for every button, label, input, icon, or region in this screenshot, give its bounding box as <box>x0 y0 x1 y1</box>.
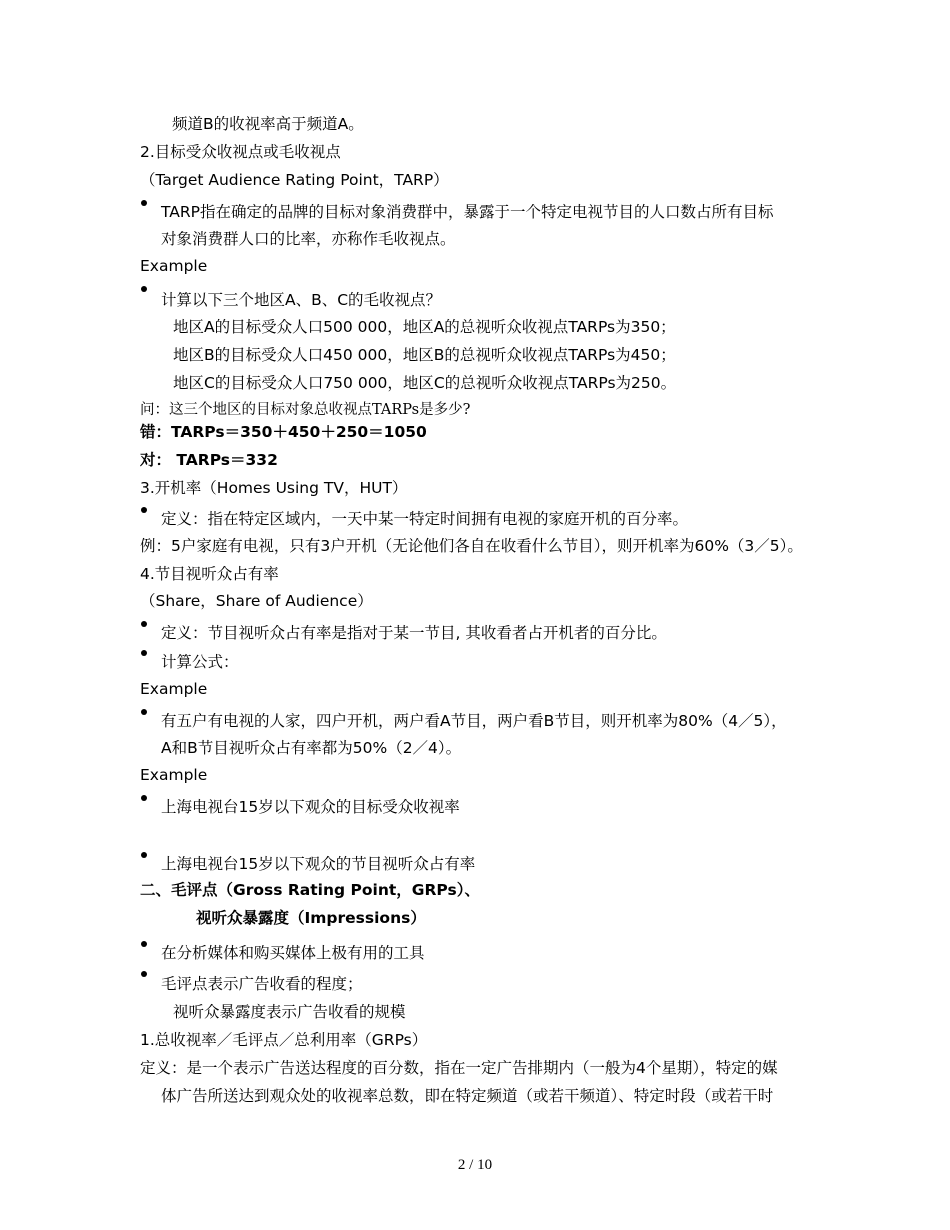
text-line: TARP指在确定的品牌的目标对象消费群中，暴露于一个特定电视节目的人口数占所有目标 <box>161 203 774 221</box>
section-heading: 1.总收视率／毛评点／总利用率（GRPs） <box>140 1031 428 1049</box>
example-label: Example <box>140 257 208 275</box>
bullet-icon <box>141 507 147 513</box>
text-line: 在分析媒体和购买媒体上极有用的工具 <box>161 944 425 962</box>
bullet-icon <box>141 941 147 947</box>
text-line: 对象消费群人口的比率，亦称作毛收视点。 <box>161 230 456 248</box>
text-line: （Share，Share of Audience） <box>140 592 373 610</box>
text-line: 体广告所送达到观众处的收视率总数，即在特定频道（或若干频道）、特定时段（或若干时 <box>161 1087 774 1105</box>
bullet-icon <box>141 971 147 977</box>
text-line: 地区B的目标受众人口450 000，地区B的总视听众收视点TARPs为450； <box>173 346 676 364</box>
chapter-heading: 视听众暴露度（Impressions） <box>196 909 426 927</box>
text-line: 上海电视台15岁以下观众的目标受众收视率 <box>161 798 460 816</box>
bullet-icon <box>141 286 147 292</box>
text-line: 计算公式： <box>161 653 239 671</box>
wrong-answer: 错：TARPs＝350＋450＋250＝1050 <box>140 423 427 441</box>
bullet-icon <box>141 621 147 627</box>
bullet-icon <box>141 200 147 206</box>
section-heading: 4.节目视听众占有率 <box>140 565 279 583</box>
text-line: （Target Audience Rating Point，TARP） <box>140 171 449 189</box>
text-line: 视听众暴露度表示广告收看的规模 <box>173 1003 406 1021</box>
section-heading: 2.目标受众收视点或毛收视点 <box>140 143 341 161</box>
text-line: 定义：节目视听众占有率是指对于某一节目, 其收看者占开机者的百分比。 <box>161 624 667 642</box>
text-line: 上海电视台15岁以下观众的节目视听众占有率 <box>161 855 476 873</box>
text-line: 定义：指在特定区域内，一天中某一特定时间拥有电视的家庭开机的百分率。 <box>161 510 689 528</box>
text-line: 频道B的收视率高于频道A。 <box>172 115 364 133</box>
text-line: 定义：是一个表示广告送达程度的百分数，指在一定广告排期内（一般为4个星期），特定的媒 <box>140 1059 778 1077</box>
section-heading: 3.开机率（Homes Using TV，HUT） <box>140 479 408 497</box>
chapter-heading: 二、毛评点（Gross Rating Point，GRPs）、 <box>140 881 480 899</box>
example-label: Example <box>140 766 208 784</box>
text-line: 例：5户家庭有电视，只有3户开机（无论他们各自在收看什么节目），则开机率为60%（3／5）。 <box>140 537 803 555</box>
text-line: 计算以下三个地区A、B、C的毛收视点？ <box>161 291 442 309</box>
text-line: 地区C的目标受众人口750 000，地区C的总视听众收视点TARPs为250。 <box>173 374 677 392</box>
example-label: Example <box>140 680 208 698</box>
text-line: 有五户有电视的人家，四户开机，两户看A节目，两户看B节目，则开机率为80%（4／5）， <box>161 712 787 730</box>
page-number: 2 / 10 <box>457 1157 493 1173</box>
correct-answer: 对： TARPs＝332 <box>140 451 278 469</box>
question-line: 问：这三个地区的目标对象总收视点TARPs是多少? <box>140 402 471 418</box>
text-line: A和B节目视听众占有率都为50%（2／4）。 <box>161 739 462 757</box>
bullet-icon <box>141 709 147 715</box>
bullet-icon <box>141 852 147 858</box>
text-line: 地区A的目标受众人口500 000，地区A的总视听众收视点TARPs为350； <box>173 318 676 336</box>
text-line: 毛评点表示广告收看的程度； <box>161 975 363 993</box>
bullet-icon <box>141 650 147 656</box>
bullet-icon <box>141 795 147 801</box>
